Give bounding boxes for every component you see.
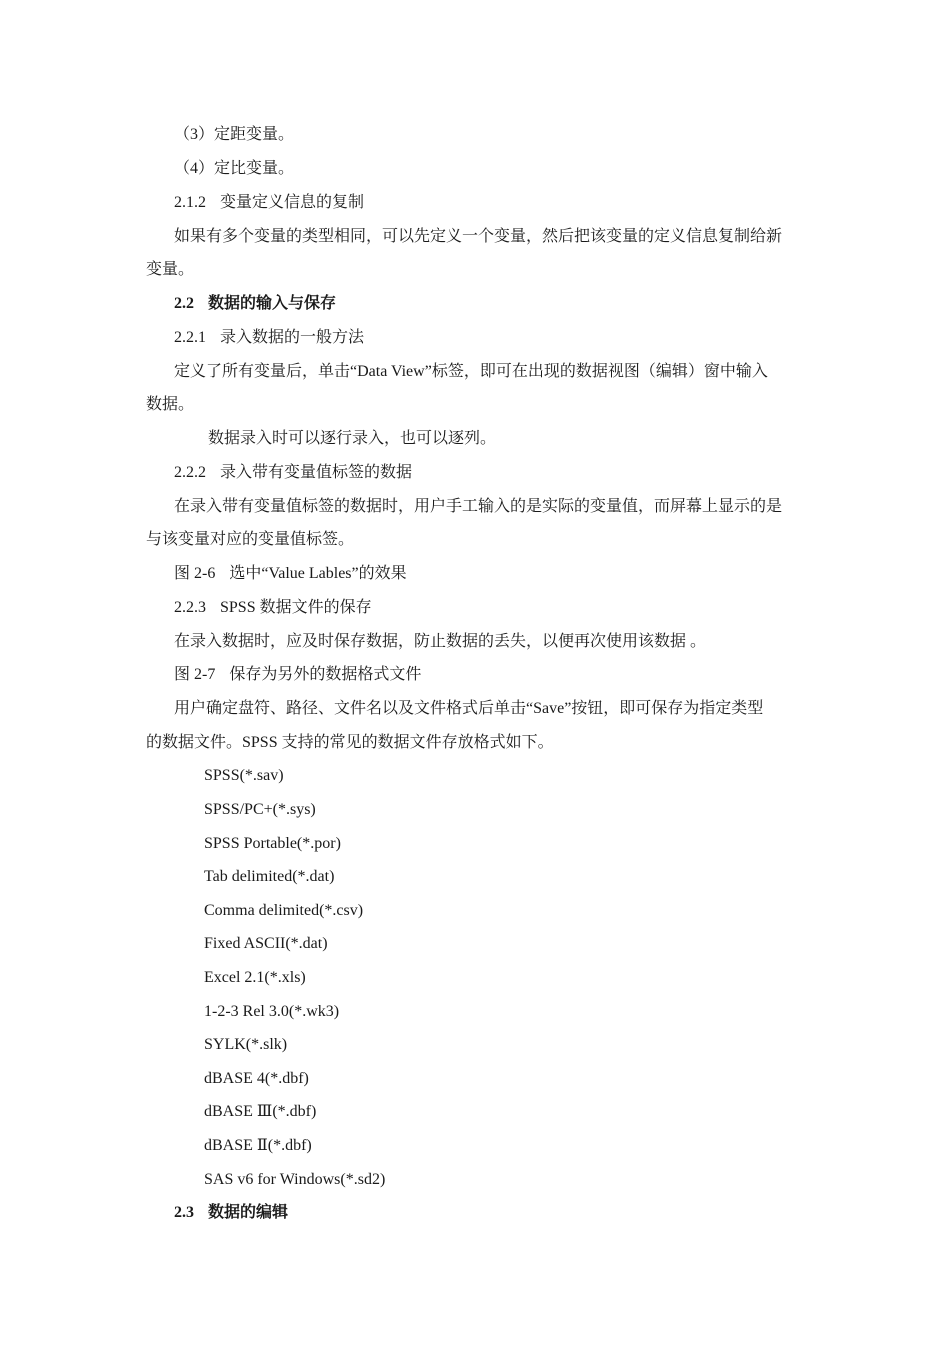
format-list-item: dBASE Ⅱ(*.dbf)	[204, 1137, 312, 1154]
figure-text: 保存为另外的数据格式文件	[229, 666, 422, 683]
heading-number: 2.2.3	[174, 599, 206, 616]
format-list-item: SPSS Portable(*.por)	[204, 835, 341, 852]
figure-caption-2-6	[174, 563, 407, 585]
paragraph-save-button-line1: 用户确定盘符、路径、文件名以及文件格式后单击“Save”按钮，即可保存为指定类型	[174, 700, 764, 717]
format-list-item: Comma delimited(*.csv)	[204, 902, 364, 919]
format-list-item: Tab delimited(*.dat)	[204, 868, 335, 885]
heading-2-2-1	[174, 327, 364, 349]
paragraph-value-labels-line2: 与该变量对应的变量值标签。	[146, 531, 355, 548]
heading-text: 数据的编辑	[208, 1204, 289, 1221]
format-list-item: SPSS(*.sav)	[204, 767, 284, 784]
figure-text: 选中“Value Lables”的效果	[229, 565, 407, 582]
heading-number: 2.1.2	[174, 194, 206, 211]
paragraph-save-timely: 在录入数据时，应及时保存数据，防止数据的丢失，以便再次使用该数据 。	[174, 633, 707, 650]
format-list-item: SAS v6 for Windows(*.sd2)	[204, 1171, 386, 1188]
paragraph-copy-definition-line2: 变量。	[146, 261, 195, 278]
heading-text: SPSS 数据文件的保存	[220, 599, 372, 616]
figure-caption-2-7	[174, 664, 421, 686]
format-list-item: dBASE Ⅲ(*.dbf)	[204, 1103, 317, 1120]
heading-text: 变量定义信息的复制	[220, 194, 365, 211]
format-list-item: SPSS/PC+(*.sys)	[204, 801, 316, 818]
paragraph-entry-order: 数据录入时可以逐行录入，也可以逐列。	[208, 430, 497, 447]
format-list-item: 1-2-3 Rel 3.0(*.wk3)	[204, 1003, 340, 1020]
figure-number: 图 2-7	[174, 666, 216, 683]
heading-2-1-2	[174, 192, 364, 214]
heading-text: 录入带有变量值标签的数据	[220, 464, 413, 481]
heading-number: 2.2	[174, 295, 194, 312]
heading-2-2-2	[174, 462, 412, 484]
figure-number: 图 2-6	[174, 565, 216, 582]
heading-2-2	[174, 293, 336, 315]
paragraph-data-view-line2: 数据。	[146, 396, 195, 413]
list-item-interval-variable: （3）定距变量。	[174, 126, 295, 143]
paragraph-copy-definition-line1: 如果有多个变量的类型相同，可以先定义一个变量，然后把该变量的定义信息复制给新	[174, 228, 783, 245]
paragraph-value-labels-line1: 在录入带有变量值标签的数据时，用户手工输入的是实际的变量值，而屏幕上显示的是	[174, 498, 783, 515]
heading-number: 2.2.2	[174, 464, 206, 481]
format-list-item: Fixed ASCII(*.dat)	[204, 935, 328, 952]
paragraph-save-button-line2: 的数据文件。SPSS 支持的常见的数据文件存放格式如下。	[146, 734, 554, 751]
heading-2-2-3	[174, 597, 372, 619]
format-list-item: Excel 2.1(*.xls)	[204, 969, 306, 986]
format-list-item: dBASE 4(*.dbf)	[204, 1070, 309, 1087]
heading-text: 录入数据的一般方法	[220, 329, 365, 346]
heading-2-3	[174, 1202, 288, 1224]
heading-number: 2.3	[174, 1204, 194, 1221]
format-list-item: SYLK(*.slk)	[204, 1036, 288, 1053]
paragraph-data-view-line1: 定义了所有变量后，单击“Data View”标签，即可在出现的数据视图（编辑）窗中输入	[174, 363, 768, 380]
heading-number: 2.2.1	[174, 329, 206, 346]
list-item-ratio-variable: （4）定比变量。	[174, 160, 295, 177]
heading-text: 数据的输入与保存	[208, 295, 337, 312]
